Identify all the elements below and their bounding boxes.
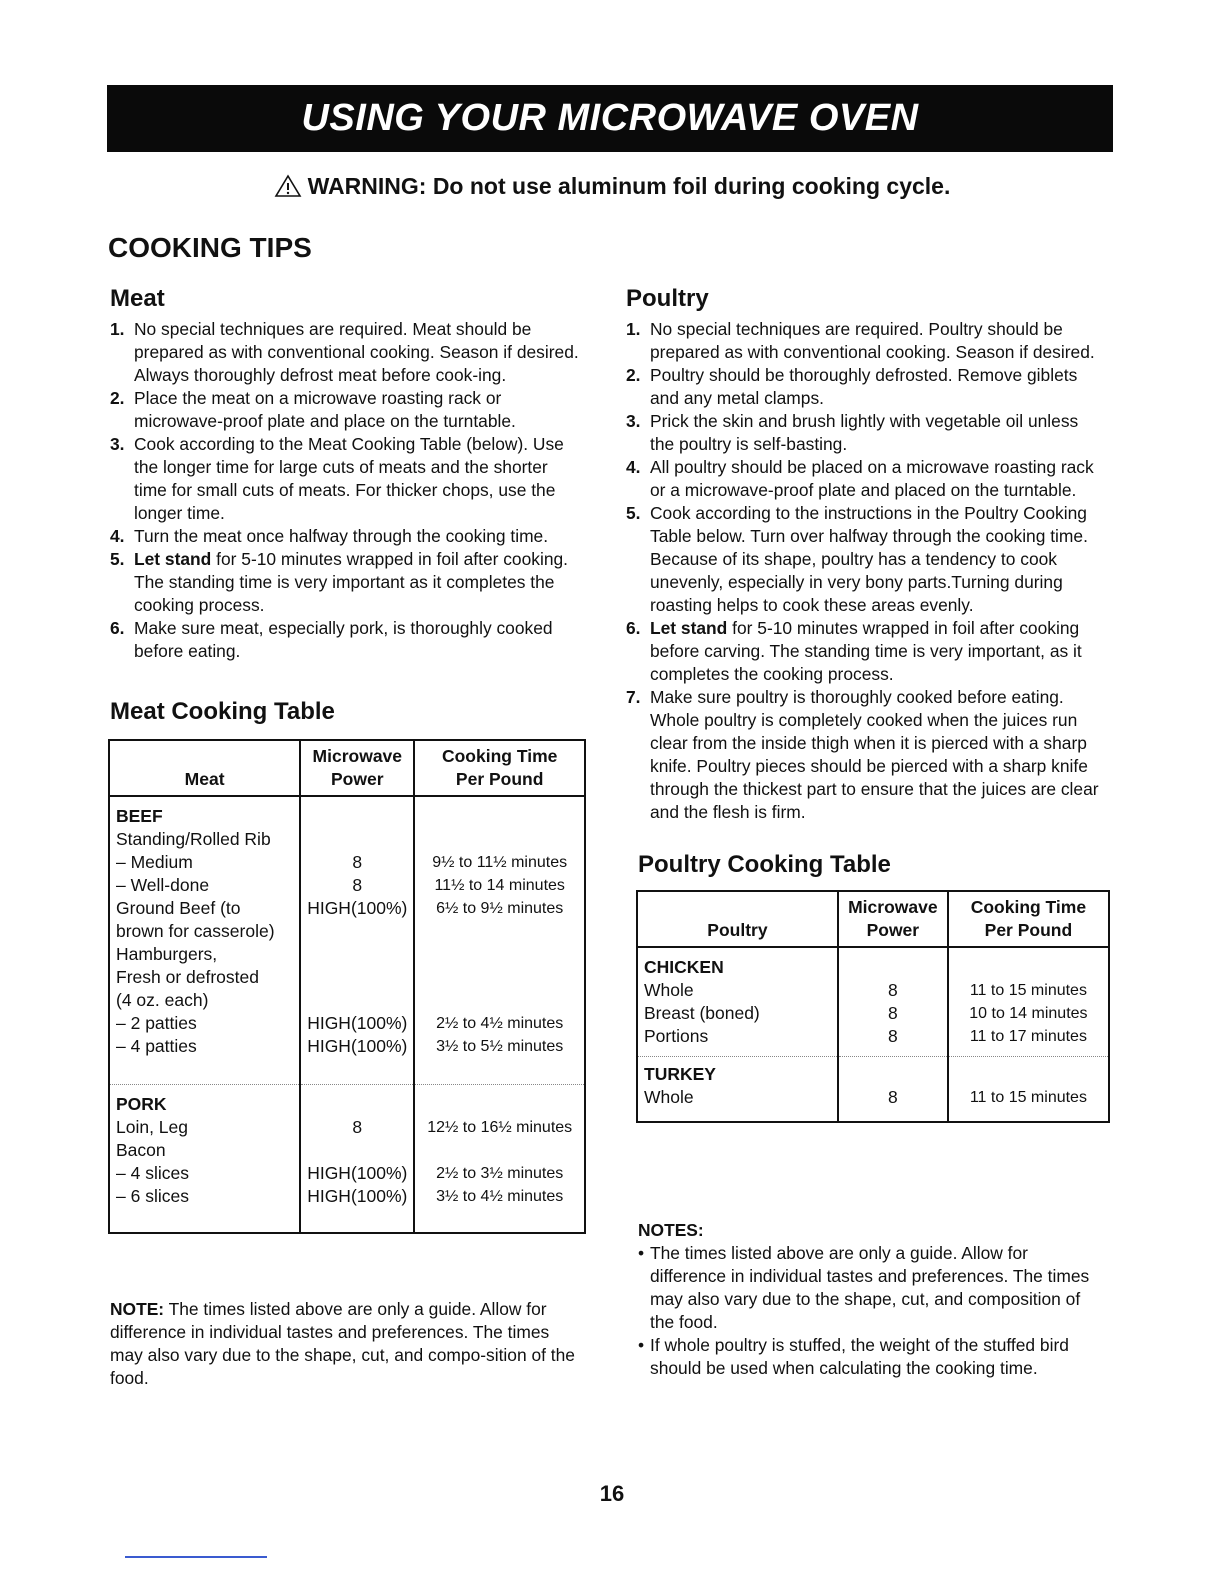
list-number: 5. <box>626 503 641 523</box>
section-title: COOKING TIPS <box>108 232 312 263</box>
table-row <box>637 1002 1109 1025</box>
cell-label: – Medium <box>109 851 300 874</box>
list-number: 2. <box>626 365 641 385</box>
table-row <box>109 943 585 966</box>
header-time-line1: Cooking Time <box>970 897 1087 917</box>
cell-label: – 6 slices <box>109 1185 300 1208</box>
list-item <box>626 364 1106 410</box>
table-spacer-row <box>109 1058 585 1085</box>
table-row <box>109 828 585 851</box>
table-row <box>109 1035 585 1058</box>
table-row <box>637 947 1109 979</box>
table-row <box>109 1085 585 1117</box>
list-text: Prick the skin and brush lightly with vegetable oil unless the poultry is self-basting. <box>650 411 1079 454</box>
warning-line <box>0 170 1224 202</box>
table-row <box>109 851 585 874</box>
list-text: No special techniques are required. Poultry should be prepared as with conventional cooking. Season if desired. <box>650 319 1095 362</box>
meat-column <box>110 284 580 1234</box>
header-time <box>414 740 585 796</box>
poultry-cooking-table <box>636 890 1110 1123</box>
cell-label: Ground Beef (to <box>109 897 300 920</box>
cell-label: Fresh or defrosted <box>109 966 300 989</box>
list-item <box>110 387 580 433</box>
cell-label: (4 oz. each) <box>109 989 300 1012</box>
table-header-row <box>109 740 585 796</box>
group-beef: BEEF <box>109 796 300 828</box>
table-row <box>109 874 585 897</box>
cell-time: 11 to 15 minutes <box>948 979 1109 1002</box>
list-item <box>110 548 580 617</box>
table-row <box>637 1025 1109 1057</box>
meat-tips-list <box>110 318 580 663</box>
poultry-tips-list <box>626 318 1106 824</box>
cell-label: brown for casserole) <box>109 920 300 943</box>
header-power <box>838 891 948 947</box>
cell-label: Portions <box>637 1025 838 1057</box>
poultry-table-title: Poultry Cooking Table <box>638 851 891 878</box>
note-label: NOTE: <box>110 1299 165 1319</box>
meat-heading: Meat <box>110 285 165 312</box>
cell-power: HIGH(100%) <box>300 897 414 920</box>
list-number: 7. <box>626 687 641 707</box>
cell-power: 8 <box>300 1116 414 1139</box>
cell-label: Loin, Leg <box>109 1116 300 1139</box>
list-item <box>626 686 1106 824</box>
header-power-line2: Power <box>331 769 384 789</box>
list-text: Place the meat on a microwave roasting rack or microwave-proof plate and place on the turntable. <box>134 388 516 431</box>
list-item <box>110 617 580 663</box>
table-row <box>109 1116 585 1139</box>
note-text: The times listed above are only a guide. Allow for difference in individual tastes and preferences. The times may also vary due to the shape, cut, and compo-sition of the food. <box>110 1299 575 1388</box>
list-number: 2. <box>110 388 125 408</box>
list-text: for 5-10 minutes wrapped in foil after cooking. The standing time is very important as it completes the cooking process. <box>134 549 569 615</box>
poultry-column <box>626 284 1106 1123</box>
page-number: 16 <box>599 1481 625 1506</box>
notes-list <box>638 1242 1098 1380</box>
header-time-line2: Per Pound <box>984 920 1073 940</box>
list-text: Make sure meat, especially pork, is thoroughly cooked before eating. <box>134 618 553 661</box>
header-time-line1: Cooking Time <box>441 746 558 766</box>
list-text: Poultry should be thoroughly defrosted. Remove giblets and any metal clamps. <box>650 365 1078 408</box>
list-number: 5. <box>110 549 125 569</box>
cell-power: HIGH(100%) <box>300 1162 414 1185</box>
list-item: • If whole poultry is stuffed, the weight of the stuffed bird should be used when calculating the cooking time. <box>638 1334 1098 1380</box>
cell-time: 2½ to 4½ minutes <box>414 1012 585 1035</box>
list-item <box>110 525 580 548</box>
list-item <box>626 502 1106 617</box>
table-spacer-row <box>109 1208 585 1233</box>
list-item <box>626 456 1106 502</box>
cell-power: 8 <box>300 851 414 874</box>
list-item <box>626 410 1106 456</box>
list-number: 4. <box>626 457 641 477</box>
footer-rule <box>125 1556 267 1558</box>
list-number: 3. <box>110 434 125 454</box>
list-bold: Let stand <box>650 618 728 638</box>
cell-label: – Well-done <box>109 874 300 897</box>
cell-label: Bacon <box>109 1139 300 1162</box>
table-row <box>109 796 585 828</box>
list-item <box>110 318 580 387</box>
cell-power: 8 <box>838 979 948 1002</box>
table-row <box>109 1139 585 1162</box>
list-text: Cook according to the instructions in the Poultry Cooking Table below. Turn over halfway through the cooking time. Because of its shape, poultry has a tendency to cook unevenly, especially in very bony parts.Turning during roasting helps to cook these areas evenly. <box>650 503 1088 615</box>
cell-time: 12½ to 16½ minutes <box>414 1116 585 1139</box>
cell-power: 8 <box>838 1086 948 1122</box>
cell-label: – 4 patties <box>109 1035 300 1058</box>
cell-time: 10 to 14 minutes <box>948 1002 1109 1025</box>
cell-label: – 4 slices <box>109 1162 300 1185</box>
table-row <box>637 1057 1109 1087</box>
list-item <box>626 617 1106 686</box>
cell-power: 8 <box>838 1025 948 1057</box>
cell-power: 8 <box>838 1002 948 1025</box>
cell-label: Standing/Rolled Rib <box>109 828 300 851</box>
list-text: Make sure poultry is thoroughly cooked before eating. Whole poultry is completely cooked when the juices run clear from the inside thigh when it is pierced with a sharp knife. Poultry pieces should be pierced with a sharp knife through the thickest part to ensure that the juices are clear and the flesh is firm. <box>650 687 1099 822</box>
list-number: 6. <box>110 618 125 638</box>
page-banner: USING YOUR MICROWAVE OVEN <box>107 85 1113 152</box>
meat-note <box>110 1298 585 1390</box>
cell-label: – 2 patties <box>109 1012 300 1035</box>
cell-power: HIGH(100%) <box>300 1035 414 1058</box>
notes-heading: NOTES: <box>638 1220 704 1240</box>
warning-text: WARNING: Do not use aluminum foil during cooking cycle. <box>307 173 951 199</box>
poultry-heading: Poultry <box>626 285 709 312</box>
table-row <box>109 1185 585 1208</box>
cell-label: Breast (boned) <box>637 1002 838 1025</box>
cell-time: 6½ to 9½ minutes <box>414 897 585 920</box>
header-time-line2: Per Pound <box>455 769 544 789</box>
table-row <box>637 1086 1109 1122</box>
list-item: • The times listed above are only a guide. Allow for difference in individual tastes and preferences. The times may also vary due to the shape, cut, and composition of the food. <box>638 1242 1098 1334</box>
list-text: No special techniques are required. Meat should be prepared as with conventional cooking. Season if desired. Always thoroughly defrost meat before cook-ing. <box>134 319 579 385</box>
cell-time: 11 to 17 minutes <box>948 1025 1109 1057</box>
cell-power: HIGH(100%) <box>300 1012 414 1035</box>
header-meat: Meat <box>109 740 300 796</box>
table-row <box>109 1162 585 1185</box>
meat-table-title: Meat Cooking Table <box>110 698 335 725</box>
group-turkey: TURKEY <box>637 1057 838 1087</box>
table-row <box>109 920 585 943</box>
cell-power: 8 <box>300 874 414 897</box>
cell-time: 2½ to 3½ minutes <box>414 1162 585 1185</box>
header-power <box>300 740 414 796</box>
group-chicken: CHICKEN <box>637 947 838 979</box>
list-text: for 5-10 minutes wrapped in foil after cooking before carving. The standing time is very important, as it completes the cooking process. <box>650 618 1082 684</box>
cell-power: HIGH(100%) <box>300 1185 414 1208</box>
poultry-notes <box>638 1219 1098 1380</box>
list-number: 6. <box>626 618 641 638</box>
list-number: 3. <box>626 411 641 431</box>
list-bold: Let stand <box>134 549 212 569</box>
header-power-line1: Microwave <box>312 746 403 766</box>
cell-label: Whole <box>637 1086 838 1122</box>
cell-time: 11 to 15 minutes <box>948 1086 1109 1122</box>
list-text: Cook according to the Meat Cooking Table (below). Use the longer time for large cuts of meats and the shorter time for small cuts of meats. For thicker chops, use the longer time. <box>134 434 564 523</box>
table-row <box>109 897 585 920</box>
list-item <box>626 318 1106 364</box>
header-power-line1: Microwave <box>848 897 938 917</box>
table-row <box>109 989 585 1012</box>
cell-time: 9½ to 11½ minutes <box>414 851 585 874</box>
group-pork: PORK <box>109 1085 300 1117</box>
list-number: 1. <box>626 319 641 339</box>
cell-time: 3½ to 4½ minutes <box>414 1185 585 1208</box>
cell-time: 11½ to 14 minutes <box>414 874 585 897</box>
list-item <box>110 433 580 525</box>
header-time <box>948 891 1109 947</box>
table-header-row <box>637 891 1109 947</box>
cell-label: Hamburgers, <box>109 943 300 966</box>
list-number: 4. <box>110 526 125 546</box>
warning-triangle-icon <box>274 174 302 198</box>
header-power-line2: Power <box>866 920 920 940</box>
table-row <box>637 979 1109 1002</box>
cell-label: Whole <box>637 979 838 1002</box>
list-text: All poultry should be placed on a microwave roasting rack or a microwave-proof plate and placed on the turntable. <box>650 457 1094 500</box>
cell-time: 3½ to 5½ minutes <box>414 1035 585 1058</box>
meat-cooking-table <box>108 739 586 1234</box>
table-row <box>109 1012 585 1035</box>
list-number: 1. <box>110 319 125 339</box>
table-row <box>109 966 585 989</box>
header-poultry: Poultry <box>637 891 838 947</box>
list-text: Turn the meat once halfway through the cooking time. <box>134 526 549 546</box>
